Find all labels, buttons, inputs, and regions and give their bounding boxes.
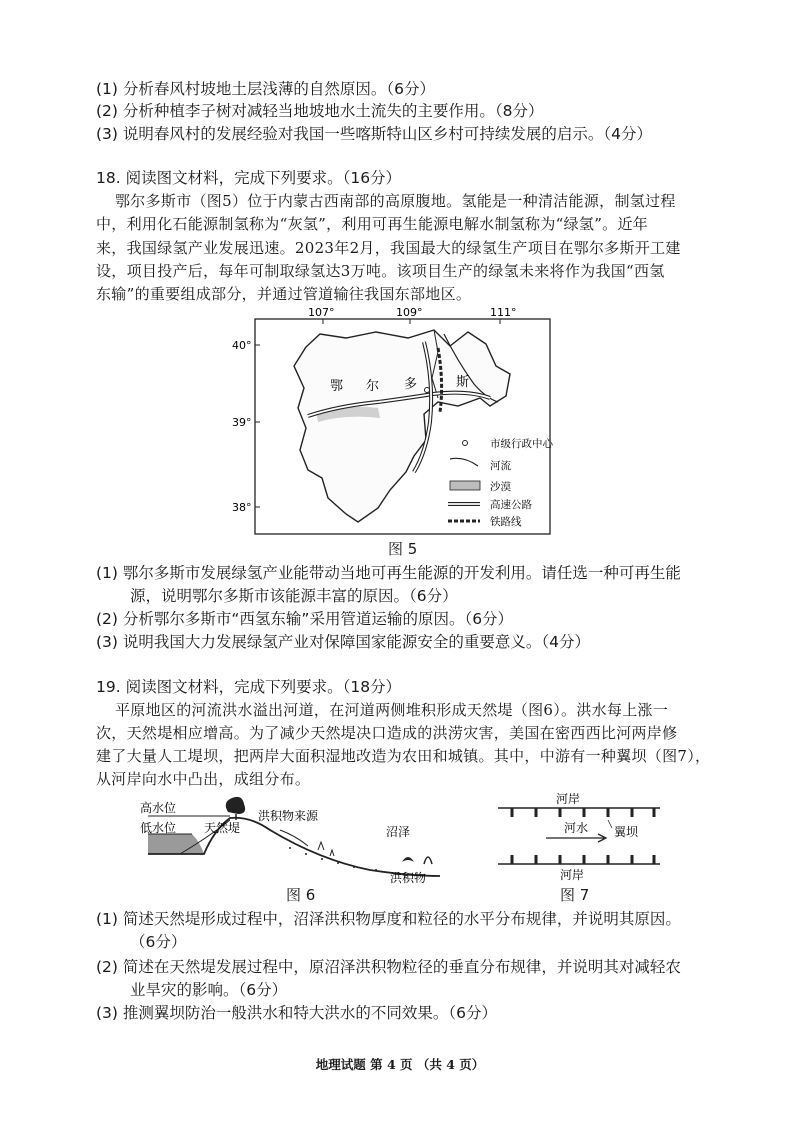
legend-label: 沙漠 [490, 481, 511, 493]
q19-material-line: 平原地区的河流洪水溢出河道，在河道两侧堆积形成天然堤（图6）。洪水每上涨一 [115, 701, 669, 719]
fig6-label: 沼泽 [386, 825, 411, 839]
fig6-label: 洪积物来源 [258, 809, 319, 823]
city-center [425, 388, 430, 393]
figure-7-caption: 图 7 [560, 886, 590, 904]
tree-icon [226, 797, 245, 814]
lat-label: 39° [232, 416, 252, 429]
lon-label: 109° [396, 306, 423, 319]
fig6-label: 低水位 [140, 821, 177, 835]
fig7-label: 河岸 [560, 868, 585, 882]
fig7-label: 翼坝 [614, 825, 639, 839]
fig6-label: 洪积物 [390, 871, 427, 885]
q18-material-line: 鄂尔多斯市（图5）位于内蒙古西南部的高原腹地。氢能是一种清洁能源，制氢过程 [115, 192, 676, 210]
figure-6-diagram [140, 790, 460, 886]
fig7-label: 河岸 [556, 792, 581, 806]
wing-dams-top [512, 808, 654, 817]
q18-question-1-cont: 源，说明鄂尔多斯市该能源丰富的原因。（6分） [130, 587, 458, 605]
fig7-label: 河水 [564, 821, 589, 835]
lon-label: 107° [308, 306, 335, 319]
legend-city-symbol [463, 441, 468, 446]
marsh-plant-icon [402, 857, 414, 862]
region-char: 尔 [366, 379, 380, 394]
fig6-label: 高水位 [140, 801, 177, 815]
q19-material-line: 从河岸向水中凸出，成组分布。 [96, 770, 311, 788]
prev-question-2: (2) 分析种植李子树对减轻当地坡地水土流失的主要作用。（8分） [96, 102, 544, 120]
lon-label: 111° [490, 306, 517, 319]
q19-question-1: (1) 简述天然堤形成过程中，沼泽洪积物厚度和粒径的水平分布规律，并说明其原因。 [96, 910, 681, 928]
legend-desert-symbol [450, 481, 480, 490]
q18-question-3: (3) 说明我国大力发展绿氢产业对保障国家能源安全的重要意义。（4分） [96, 633, 590, 651]
fig6-label: 天然堤 [204, 821, 241, 835]
figure-5-caption: 图 5 [388, 540, 418, 558]
figure-7-diagram [488, 790, 678, 882]
q18-material-line: 来，我国绿氢产业发展迅速。2023年2月，我国最大的绿氢生产项目在鄂尔多斯开工建 [96, 239, 681, 257]
q18-question-1: (1) 鄂尔多斯市发展绿氢产业能带动当地可再生能源的开发利用。请任选一种可再生能 [96, 564, 681, 582]
shrub-icon [318, 842, 334, 856]
q18-material-line: 东输”的重要组成部分，并通过管道输往我国东部地区。 [96, 285, 472, 303]
q19-question-2: (2) 简述在天然堤发展过程中，原沼泽洪积物粒径的垂直分布规律，并说明其对减轻农 [96, 958, 681, 976]
region-char: 多 [404, 377, 418, 392]
q19-material-line: 次，天然堤相应增高。为了减少天然堤决口造成的洪涝灾害，美国在密西西比河两岸修 [96, 724, 678, 742]
q18-material-line: 设，项目投产后，每年可制取绿氢达3万吨。该项目生产的绿氢未来将作为我国“西氢 [96, 262, 665, 280]
legend-label: 市级行政中心 [490, 438, 553, 450]
prev-question-1: (1) 分析春风村坡地土层浅薄的自然原因。（6分） [96, 80, 435, 98]
q18-question-2: (2) 分析鄂尔多斯市“西氢东输”采用管道运输的原因。（6分） [96, 610, 514, 628]
prev-question-3: (3) 说明春风村的发展经验对我国一些喀斯特山区乡村可持续发展的启示。（4分） [96, 125, 652, 143]
q19-question-1-cont: （6分） [130, 933, 187, 951]
legend-label: 河流 [490, 460, 511, 472]
figure-5-map [228, 302, 558, 537]
flow-arrow-icon [546, 834, 606, 842]
lat-label: 40° [232, 339, 252, 352]
lat-label: 38° [232, 501, 252, 514]
q19-heading: 19. 阅读图文材料，完成下列要求。（18分） [96, 678, 402, 696]
q19-question-3: (3) 推测翼坝防治一般洪水和特大洪水的不同效果。（6分） [96, 1004, 497, 1022]
q19-question-2-cont: 业旱灾的影响。（6分） [130, 981, 288, 999]
page-footer: 地理试题 第 4 页 （共 4 页） [315, 1057, 485, 1072]
q18-material-line: 中，利用化石能源制氢称为“灰氢”，利用可再生能源电解水制氢称为“绿氢”。近年 [96, 215, 649, 233]
legend-label: 高速公路 [490, 499, 532, 511]
figure-6-caption: 图 6 [286, 886, 316, 904]
q19-material-line: 建了大量人工堤坝，把两岸大面积湿地改造为农田和城镇。其中，中游有一种翼坝（图7）， [96, 747, 711, 765]
region-char: 斯 [456, 375, 470, 390]
legend-label: 铁路线 [490, 516, 522, 528]
sediment-dots [289, 847, 399, 874]
wing-dams-bottom [512, 855, 654, 864]
region-char: 鄂 [330, 379, 344, 394]
q18-heading: 18. 阅读图文材料，完成下列要求。（16分） [96, 169, 402, 187]
